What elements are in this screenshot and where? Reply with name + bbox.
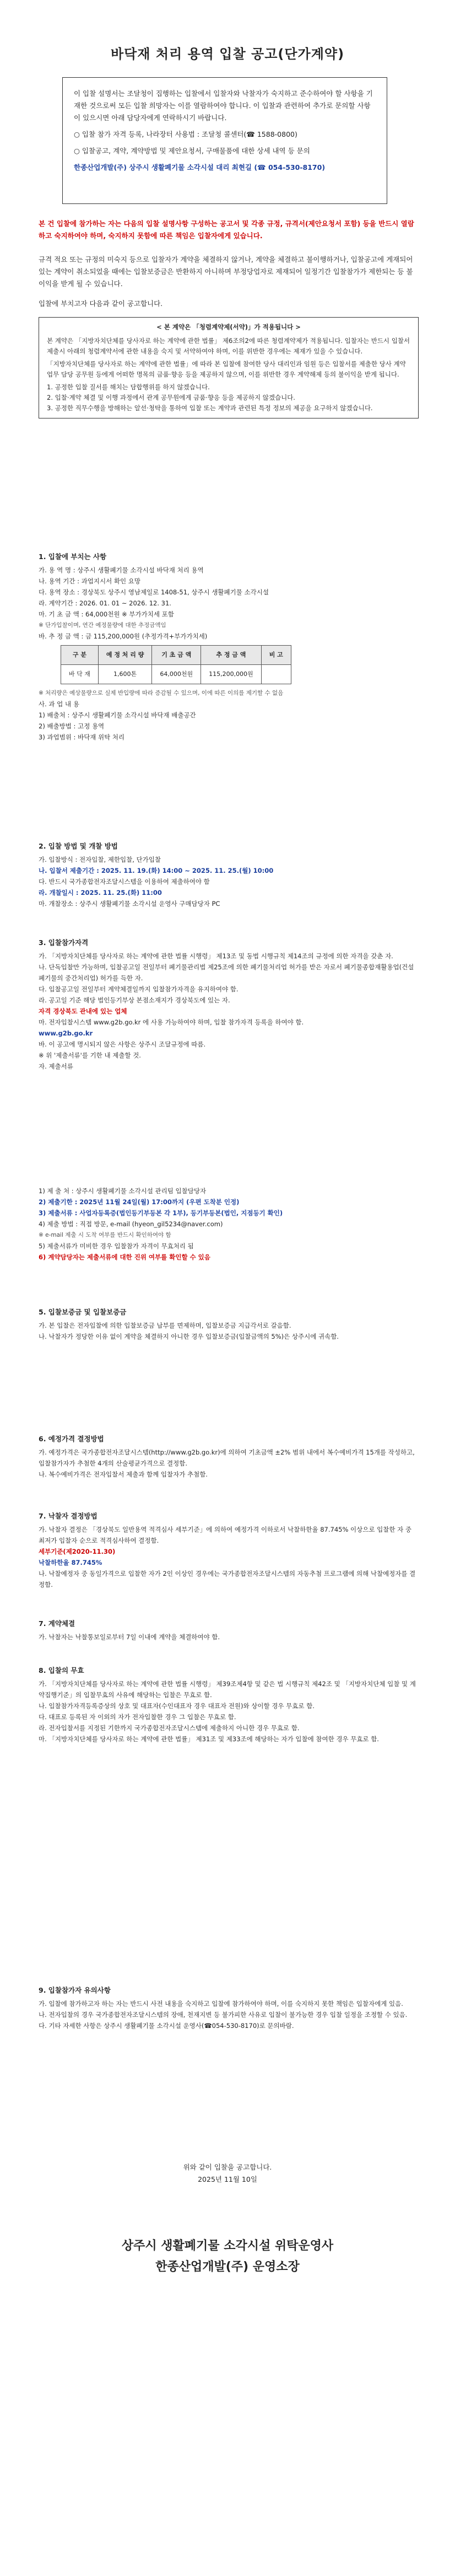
price-table-header	[61, 646, 291, 665]
table-cell: 1,600톤	[98, 665, 151, 684]
section-highlight: 세부기준(제2020-11.30)	[39, 1548, 116, 1555]
section-highlight: 자격 경상북도 관내에 있는 업체	[39, 1007, 127, 1015]
section-line: 4) 제출 방법 : 직접 방문, e-mail (hyeon_gil5234@naver.com)	[39, 1220, 223, 1228]
notice-spec-label: ○ 입찰공고, 계약, 계약방법 및 제안요청서, 구매물품에 대한 상세 내역 등 문의	[74, 147, 310, 155]
integrity-box	[39, 317, 419, 418]
section-line: 가. 본 입찰은 전자입찰에 의한 입찰보증금 납부를 면제하며, 입찰보증금 지급각서로 갈음함.	[39, 1322, 291, 1329]
section-line: 3) 제출서류 : 사업자등록증(법인등기부등본 각 1부), 등기부등본(법인, 지점등기 확인)	[39, 1209, 283, 1217]
section-line: 나. 낙찰자가 정당한 이유 없이 계약을 체결하지 아니한 경우 입찰보증금(입찰금액의 5%)은 상주시에 귀속함.	[39, 1333, 339, 1340]
section-line: 5) 제출서류가 미비한 경우 입찰참가 자격이 무효처리 됨	[39, 1242, 194, 1250]
section-line: 다. 대표로 등록된 자 이외의 자가 전자입찰한 경우 그 입찰은 무효로 함.	[39, 1713, 236, 1721]
table-header-cell: 구 분	[61, 646, 99, 665]
section-heading: 7. 낙찰자 결정방법	[39, 1512, 98, 1520]
section-line: 가. 예정가격은 국가종합전자조달시스템(http://www.g2b.go.kr)에 의하여 기초금액 ±2% 범위 내에서 복수예비가격 15개를 작성하고, 입찰참가자가 추첨한 4개의 산술평균가격으로 결정함.	[39, 1448, 415, 1467]
integrity-item: 1. 공정한 입찰 질서를 해치는 담합행위를 하지 않겠습니다.	[47, 383, 210, 391]
section-line: ※ 위 '제출서류'를 기한 내 제출할 것.	[39, 1051, 141, 1059]
section-line: 나. 단독입찰만 가능하며, 입찰공고일 전일부터 폐기물관리법 제25조에 의한 폐기물처리업 허가를 받은 자로서 폐기물종합재활용업(건설폐기물의 중간처리업) 허가를 득한 자.	[39, 963, 414, 982]
section-line: 라. 공고일 기준 해당 법인등기부상 본점소재지가 경상북도에 있는 자.	[39, 996, 230, 1004]
section-line: 나. 복수예비가격은 전자입찰서 제출과 함께 입찰자가 추첨함.	[39, 1471, 208, 1478]
table-header-cell: 비 고	[261, 646, 291, 665]
section-invalid-bids	[39, 1665, 419, 1745]
section-line: 마. 전자입찰시스템 www.g2b.go.kr 에 사용 가능하여야 하며, 입찰 참가자격 등록을 하여야 함.	[39, 1018, 304, 1026]
section-line: 가. 입찰방식 : 전자입찰, 제한입찰, 단가입찰	[39, 856, 161, 863]
section-line: 라. 개찰일시 : 2025. 11. 25.(화) 11:00	[39, 889, 162, 897]
section-bid-bond	[39, 1307, 419, 1342]
intro-block	[39, 218, 419, 242]
section-line: 가. 입찰에 참가하고자 하는 자는 반드시 사전 내용을 숙지하고 입찰에 참가하여야 하며, 이를 숙지하지 못한 책임은 입찰자에게 있음.	[39, 2000, 403, 2008]
integrity-p1: 본 계약은 「지방자치단체를 당사자로 하는 계약에 관한 법률」 제6조의2에 따른 청렴계약제가 적용됩니다. 입찰자는 반드시 입찰서 제출시 아래의 청렴계약서에 관한 내용을 숙지 및 서약하여야 하며, 이를 위반한 경우에는 제재가 있을 수 있습니다.	[47, 337, 410, 355]
section-line: 마. 「지방자치단체를 당사자로 하는 계약에 관한 법률」 제31조 및 제33조에 해당하는 자가 입찰에 참여한 경우 무효로 함.	[39, 1735, 379, 1743]
table-header-cell: 예 정 처 리 량	[98, 646, 151, 665]
section-line: 다. 기타 자세한 사항은 상주시 생활폐기물 소각시설 운영사(☎054-530-8170)로 문의바람.	[39, 2022, 294, 2030]
section-heading: 6. 예정가격 결정방법	[39, 1435, 104, 1443]
section-line: 나. 전자입찰의 경우 국가종합전자조달시스템의 장애, 천재지변 등 불가피한 사유로 입찰이 불가능한 경우 입찰 일정을 조정할 수 있음.	[39, 2011, 408, 2019]
section-line: 나. 낙찰예정자 중 동일가격으로 입찰한 자가 2인 이상인 경우에는 국가종합전자조달시스템의 자동추첨 프로그램에 의해 낙찰예정자를 결정함.	[39, 1570, 416, 1588]
integrity-item: 2. 입찰·계약 체결 및 이행 과정에서 관계 공무원에게 금품·향응 등을 제공하지 않겠습니다.	[47, 394, 295, 401]
org-line: 한종산업개발(주) 운영소장	[155, 2260, 300, 2274]
section-line: 3) 과업범위 : 바닥재 위탁 처리	[39, 733, 125, 741]
section-line: 가. 낙찰자 결정은 「경상북도 일반용역 적격심사 세부기준」에 의하여 예정가격 이하로서 낙찰하한율 87.745% 이상으로 입찰한 자 중 최저가 입찰자 순으로 적격심사하여 결정함.	[39, 1526, 411, 1544]
section-line: 1) 제 출 처 : 상주시 생활폐기물 소각시설 관리팀 입찰담당자	[39, 1187, 207, 1195]
section-line: 6) 계약담당자는 제출서류에 대한 진위 여부를 확인할 수 있음	[39, 1253, 210, 1261]
section-heading: 1. 입찰에 부치는 사항	[39, 552, 107, 561]
section-note: ※ 단가입찰이며, 연간 예정물량에 대한 추정금액임	[39, 622, 166, 629]
closing-line: 위와 같이 입찰을 공고합니다.	[183, 2163, 272, 2171]
section-line: 라. 전자입찰서를 지정된 기한까지 국가종합전자조달시스템에 제출하지 아니한 경우 무효로 함.	[39, 1724, 300, 1732]
section-bid-items	[39, 551, 419, 743]
section-line: 다. 반드시 국가종합전자조달시스템을 이용하여 제출하여야 함	[39, 878, 210, 886]
section-heading: 2. 입찰 방법 및 개찰 방법	[39, 842, 118, 850]
section-note: ※ e-mail 제출 시 도착 여부를 반드시 확인하여야 함	[39, 1232, 171, 1238]
section-contract	[39, 1618, 419, 1643]
closing-date: 2025년 11월 10일	[198, 2175, 257, 2183]
section-note: ※ 처리량은 예상물량으로 실제 반입량에 따라 증감될 수 있으며, 이에 따른 이의를 제기할 수 없음	[39, 690, 284, 696]
section-line: 바. 이 공고에 명시되지 않은 사항은 상주시 조달규정에 따름.	[39, 1040, 206, 1048]
section-line: 가. 용 역 명 : 상주시 생활폐기물 소각시설 바닥재 처리 용역	[39, 566, 204, 574]
integrity-item: 3. 공정한 직무수행을 방해하는 알선·청탁을 통하여 입찰 또는 계약과 관련된 특정 정보의 제공을 요구하지 않겠습니다.	[47, 404, 373, 412]
intro-announce-text: 입찰에 부치고자 다음과 같이 공고합니다.	[39, 299, 163, 308]
section-line: 2) 배출방법 : 고정 용역	[39, 722, 105, 730]
issuing-organization	[0, 2236, 455, 2278]
section-heading: 3. 입찰참가자격	[39, 938, 89, 947]
integrity-contract-block	[39, 317, 419, 418]
intro-announce	[39, 298, 419, 310]
section-line: 마. 개찰장소 : 상주시 생활폐기물 소각시설 운영사 구매담당자 PC	[39, 900, 220, 908]
notice-bid-contact: ○ 입찰 참가 자격 등록, 나라장터 사용법 : 조달청 콜센터(☎ 1588-0800)	[74, 130, 297, 138]
org-line: 상주시 생활폐기물 소각시설 위탁운영사	[121, 2239, 334, 2253]
intro-penalty-text: 규격 적요 또는 규정의 미숙지 등으로 입찰자가 계약을 체결하지 않거나, 계약을 체결하고 불이행하거나, 입찰공고에 게재되어 있는 계약이 취소되었을 때에는 입찰보증금은 반환하지 아니하며 부정당업자로 제재되어 일정기간 입찰참가가 제한되는 등 불이익을 받게 될 수 있습니다.	[39, 255, 413, 288]
section-line: 라. 계약기간 : 2026. 01. 01 ~ 2026. 12. 31.	[39, 599, 171, 607]
section-line: 다. 입찰공고일 전일부터 계약체결일까지 입찰참가자격을 유지하여야 함.	[39, 985, 239, 993]
section-line: 사. 과 업 내 용	[39, 700, 79, 708]
section-award-method	[39, 1511, 419, 1590]
table-cell: 64,000천원	[152, 665, 201, 684]
intro-warning: 본 건 입찰에 참가하는 자는 다음의 입찰 설명사항 구성하는 공고서 및 각종 규정, 규격서(제안요청서 포함) 등을 반드시 열람하고 숙지하여야 하며, 숙지하지 못함에 따른 책임은 입찰자에게 있습니다.	[39, 219, 414, 240]
integrity-p2: 「지방자치단체를 당사자로 하는 계약에 관한 법률」에 따라 본 입찰에 참여한 당사 대리인과 임원 등은 입찰서를 제출한 당사 계약업무 담당 공무원 등에게 어떠한 명목의 금품·향응 등을 제공하지 않으며, 이를 위반한 경우 계약해제 등의 불이익을 받게 됩니다.	[47, 360, 406, 378]
section-heading: 8. 입찰의 무효	[39, 1666, 84, 1675]
section-price-determination	[39, 1434, 419, 1480]
table-cell: 바 닥 재	[61, 665, 99, 684]
section-heading: 9. 입찰참가자 유의사항	[39, 1986, 111, 1994]
section-highlight: 낙찰하한율 87.745%	[39, 1559, 102, 1566]
table-header-cell: 추 정 금 액	[201, 646, 262, 665]
section-heading: 5. 입찰보증금 및 입찰보증금	[39, 1308, 127, 1316]
intro-penalty	[39, 254, 419, 290]
section-precautions	[39, 1985, 419, 2031]
section-line: 마. 기 초 금 액 : 64,000천원 ※ 부가가치세 포함	[39, 610, 174, 618]
section-qualification	[39, 937, 419, 1072]
section-heading: 7. 계약체결	[39, 1619, 75, 1628]
section-line: 가. 낙찰자는 낙찰통보일로부터 7일 이내에 계약을 체결하여야 함.	[39, 1633, 220, 1641]
section-line: 나. 용역 기간 : 과업지시서 확인 요망	[39, 577, 140, 585]
notice-spec-contact: 한종산업개발(주) 상주시 생활폐기물 소각시설 대리 최현길 (☎ 054-530-8170)	[74, 163, 326, 171]
table-row	[61, 665, 291, 684]
table-header-cell: 기 초 금 액	[152, 646, 201, 665]
section-line: 바. 추 정 금 액 : 금 115,200,000원 (추정가격+부가가치세)	[39, 632, 208, 640]
section-line: 1) 배출처 : 상주시 생활폐기물 소각시설 바닥재 배출공간	[39, 711, 196, 719]
document-title: 바닥재 처리 용역 입찰 공고(단가계약)	[110, 46, 345, 62]
integrity-header: < 본 계약은 「청렴계약제(서약)」가 적용됩니다 >	[156, 323, 301, 331]
section-line: 가. 「지방자치단체를 당사자로 하는 계약에 관한 법률 시행령」 제39조제4항 및 같은 법 시행규칙 제42조 및 「지방자치단체 입찰 및 계약집행기준」의 입찰무효의 사유에 해당하는 입찰은 무효로 함.	[39, 1680, 416, 1699]
section-submission	[39, 1185, 419, 1263]
g2b-link[interactable]: www.g2b.go.kr	[39, 1029, 93, 1037]
section-line: 다. 용역 장소 : 경상북도 상주시 영남제일로 1408-51, 상주시 생활폐기물 소각시설	[39, 588, 269, 596]
section-line: 나. 입찰참가자격등록증상의 상호 및 대표자(수인대표자 경우 대표자 전원)와 상이할 경우 무효로 함.	[39, 1702, 315, 1710]
section-line: 나. 입찰서 제출기간 : 2025. 11. 19.(화) 14:00 ~ 2025. 11. 25.(월) 10:00	[39, 867, 274, 874]
section-line: 가. 「지방자치단체를 당사자로 하는 계약에 관한 법률 시행령」 제13조 및 동법 시행규칙 제14조의 규정에 의한 자격을 갖춘 자.	[39, 952, 393, 960]
section-line: 2) 제출기한 : 2025년 11월 24일(월) 17:00까지 (우편 도착분 인정)	[39, 1198, 240, 1206]
notice-intro: 이 입찰 설명서는 조달청이 집행하는 입찰에서 입찰자와 낙찰자가 숙지하고 준수하여야 할 사항을 기재한 것으로써 모든 입찰 희망자는 이를 열람하여야 합니다. 이 입찰과 관련하여 추가로 문의할 사항이 있으시면 아래 담당자에게 연락하시기 바랍니다.	[74, 89, 373, 122]
inquiry-notice-box	[62, 77, 387, 204]
table-cell: 115,200,000원	[201, 665, 262, 684]
closing-statement	[0, 2161, 455, 2186]
price-table	[61, 645, 291, 684]
section-bid-method	[39, 841, 419, 909]
table-cell	[261, 665, 291, 684]
section-line: 자. 제출서류	[39, 1062, 73, 1070]
